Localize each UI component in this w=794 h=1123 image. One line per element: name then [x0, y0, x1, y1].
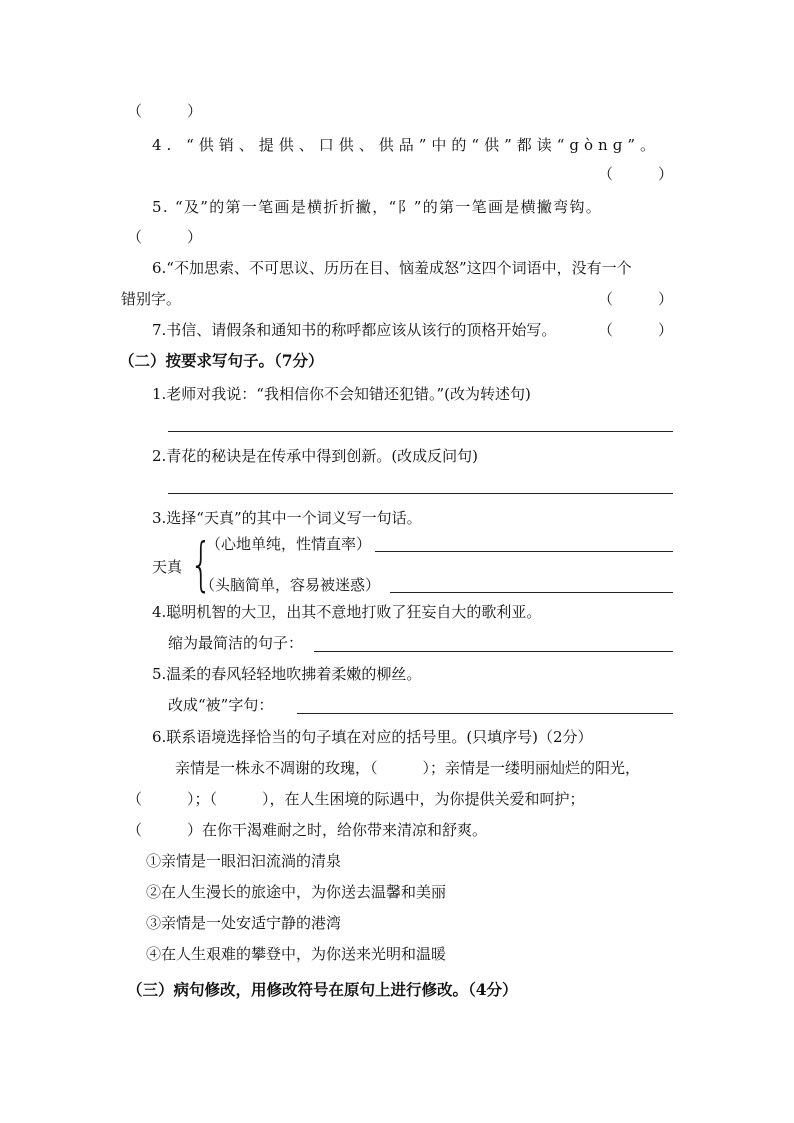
item3-answer-paren[interactable]: （ ）: [127, 102, 203, 120]
q3-text: 3.选择“天真”的其中一个词义写一句话。: [152, 509, 422, 527]
q3-answer-line1[interactable]: [375, 551, 673, 552]
q6-text: 6.联系语境选择恰当的句子填在对应的括号里。(只填序号)（2分）: [152, 728, 593, 746]
q6-paragraph-line3: （ ）在你干渴难耐之时，给你带来清凉和舒爽。: [127, 821, 488, 839]
q5-answer-line[interactable]: [297, 713, 673, 714]
q3-word: 天真: [152, 558, 183, 576]
q4-answer-line[interactable]: [314, 651, 673, 652]
item6-answer-paren[interactable]: （ ）: [598, 290, 674, 308]
q1-answer-line[interactable]: [168, 431, 673, 432]
q6-option-4: ④在人生艰难的攀登中，为你送来光明和温暖: [146, 945, 447, 963]
q3-meaning1: （心地单纯，性情直率）: [206, 535, 372, 553]
q6-paragraph-line1: 亲情是一株永不凋谢的玫瑰，（ ）；亲情是一缕明丽灿烂的阳光，: [175, 759, 641, 777]
item6-text-line1: 6.“不加思索、不可思议、历历在目、恼羞成怒”这四个词语中，没有一个: [152, 259, 632, 277]
q6-option-3: ③亲情是一处安适宁静的港湾: [146, 914, 342, 932]
q4-prompt: 缩为最简洁的句子：: [168, 634, 304, 652]
q6-option-2: ②在人生漫长的旅途中，为你送去温馨和美丽: [146, 883, 447, 901]
q3-meaning2: （头脑简单，容易被迷惑）: [200, 576, 381, 594]
q2-text: 2.青花的秘诀是在传承中得到创新。(改成反问句): [152, 447, 479, 465]
item5-answer-paren[interactable]: （ ）: [127, 228, 203, 246]
q6-paragraph-line2: （ ）；（ ），在人生困境的际遇中，为你提供关爱和呵护；: [127, 790, 585, 808]
item5-text: 5. “及”的第一笔画是横折折撇，“阝”的第一笔画是横撇弯钩。: [152, 198, 603, 216]
q2-answer-line[interactable]: [168, 493, 673, 494]
brace-symbol: {: [190, 530, 213, 598]
item6-text-line2: 错别字。: [121, 290, 182, 308]
q6-option-1: ①亲情是一眼汩汩流淌的清泉: [146, 852, 342, 870]
q5-text: 5.温柔的春风轻轻地吹拂着柔嫩的柳丝。: [152, 665, 422, 683]
q1-text: 1.老师对我说：“我相信你不会知错还犯错。”(改为转述句): [152, 385, 531, 403]
item4-text: 4. “供销、提供、口供、供品”中的“供”都读“gònɡ”。: [152, 136, 660, 154]
part2-heading: （二）按要求写句子。（7分）: [119, 351, 324, 370]
q4-text: 4.聪明机智的大卫，出其不意地打败了狂妄自大的歌利亚。: [152, 603, 542, 621]
item7-answer-paren[interactable]: （ ）: [598, 321, 674, 339]
part3-heading: （三）病句修改，用修改符号在原句上进行修改。（4分）: [127, 980, 518, 999]
q3-answer-line2[interactable]: [390, 592, 673, 593]
q5-prompt: 改成“被”字句：: [168, 696, 274, 714]
item4-answer-paren[interactable]: （ ）: [598, 165, 674, 183]
item7-text: 7.书信、请假条和通知书的称呼都应该从该行的顶格开始写。: [152, 321, 557, 339]
